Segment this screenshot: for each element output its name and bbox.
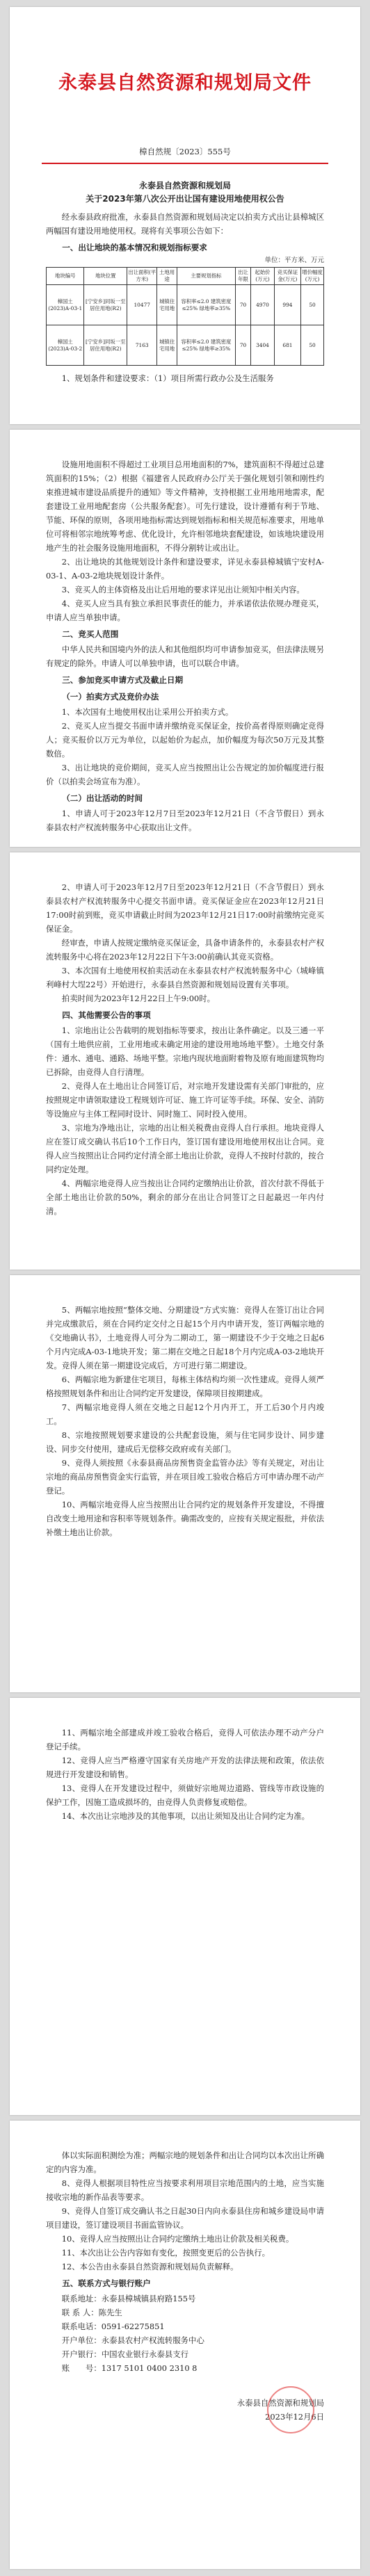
body-paragraph: 体以实际面积测绘为准；两幅宗地的规划条件和出让合同均以本次出让所确定的内容为准。 (46, 2150, 324, 2174)
contact-line: 账 号：1317 5101 0400 2310 8 (61, 2363, 198, 2373)
table-cell: 994 (274, 285, 300, 325)
body-paragraph: 9、竞得人须按照《永泰县商品房预售资金监管办法》等有关规定，对出让宗地的商品房预售资金实行监管，并在项目竣工验收合格后方可申请办理不动产登记。 (46, 1458, 324, 1496)
body-paragraph: 7、两幅宗地竞得人须在交地之日起12个月内开工，开工后30个月内竣工。 (46, 1402, 324, 1426)
table-cell: 容积率≤2.0 建筑密度≤25% 绿地率≥35% (177, 285, 235, 325)
body-paragraph: 3、出让地块的竞价期间，竞买人应当按照出让公告规定的加价幅度进行报价（以拍卖会场宣布为准）。 (46, 763, 324, 786)
table-cell: 城镇住宅用地 (157, 325, 177, 366)
body-paragraph: 6、两幅宗地为新建住宅项目，每栋主体结构均须一次性建成。竞得人须严格按照规划条件和出让合同约定开发建设，保障项目按期建成。 (46, 1375, 324, 1398)
body-paragraph: 10、两幅宗地竞得人应当按照出让合同约定的规划条件开发建设，不得擅自改变土地用途和容积率等规划条件。确需改变的，应按有关规定报批，并依法补缴土地出让价款。 (46, 1500, 324, 1537)
subsection-heading: （一）拍卖方式及竞价办法 (62, 692, 159, 702)
table-header-cell: 增价幅度(万元) (301, 268, 324, 285)
document-page-4 (10, 1275, 360, 1692)
table-header-cell: 地块位置 (84, 268, 127, 285)
body-paragraph: 4、竞买人应当具有独立承担民事责任的能力，并承诺依法依规办理竞买，申请人应当单独申请。 (46, 599, 324, 622)
table-cell: 70 (235, 325, 250, 366)
body-paragraph: 拍卖时间为2023年12月22日上午9:00时。 (61, 994, 216, 1003)
section-heading: 三、参加竞买申请方式及截止日期 (62, 675, 184, 685)
contact-line: 联 系 人：陈先生 (61, 2308, 122, 2317)
body-paragraph: 1、申请人可于2023年12月7日至2023年12月21日（不含节假日）到永泰县农村产权流转服务中心获取出让文件。 (46, 809, 324, 832)
body-paragraph: 2、申请人可于2023年12月7日至2023年12月21日（不含节假日）到永泰县农村产权流转服务中心提交书面申请。竞买保证金应在2023年12月21日17:00时前到账，竞买申请截止时间为2023年12月21日17:00时前缴纳完竞买保证金。 (46, 882, 324, 934)
section-heading: 一、出让地块的基本情况和规划指标要求 (62, 243, 207, 252)
body-paragraph: 2、出让地块的其他规划设计条件和建设要求，详见永泰县樟城镇宁安村A-03-1、A-03-2地块规划设计条件。 (46, 557, 324, 581)
body-paragraph: 9、竞得人自签订成交确认书之日起30日内向永泰县住房和城乡建设局申请项目建设，签订建设项目书面监管协议。 (46, 2206, 324, 2230)
body-paragraph: 4、两幅宗地竞得人应当按出让合同约定缴纳出让价款，首次付款不得低于全部土地出让价款的50%，剩余的部分在出让合同签订之日起最迟一年内付清。 (46, 1178, 324, 1216)
body-paragraph: 设施用地面积不得超过工业项目总用地面积的7%，建筑面积不得超过总建筑面积的15%；（2）根据《福建省人民政府办公厅关于强化规划引领和刚性约束推进城市建设品质提升的通知》等文件精神，支持根据工业用地用地需求，配套建设工业用地配套房（公共服务配套）。可先行建设，设计遵循有利于节地、节能、环保的原则，各项用地指标需达到规划指标和相关规范标准要求，用地单位可将相邻宗地统筹考虑、优化设计，允许相邻地块套配建设，如该地块建设用地产生的社会服务设施用地面积，不得分割转让或出让。 (46, 460, 324, 553)
table-header-cell: 土地用途 (157, 268, 177, 285)
red-divider-line (42, 163, 328, 164)
table-cell: 50 (301, 325, 324, 366)
body-paragraph: 12、本公告由永泰县自然资源和规划局负责解释。 (61, 2262, 239, 2271)
document-page-6 (10, 2121, 360, 2569)
section-heading: 四、其他需要公告的事项 (62, 1010, 151, 1020)
signature-org: 永泰县自然资源和规划局 (236, 2398, 324, 2408)
notice-title: 关于2023年第八次公开出让国有建设用地使用权公告 (86, 194, 284, 204)
section-heading: 五、联系方式与银行账户 (62, 2278, 151, 2288)
contact-line: 联系地址：永泰县樟城镇县府路155号 (61, 2294, 196, 2303)
body-paragraph: 5、两幅宗地按照“整体交地、分期建设”方式实施：竞得人在签订出让合同并完成缴款后，须在合同约定交付之日起15个月内申请开发，签订两幅宗地的《交地确认书》，土地竞得人可分为二期动工，第一期建设不少于交地之日起6个月内完成A-03-1地块开发；第二期在交地之日起18个月内完成A-03-2地块开发。竞得人须在第一期建设完成后，方可进行第二期建设。 (46, 1305, 324, 1370)
notice-intro: 经永泰县政府批准，永泰县自然资源和规划局决定以拍卖方式出让县樟城区两幅国有建设用地使用权。现将有关事项公告如下： (46, 212, 324, 236)
table-cell: 70 (235, 285, 250, 325)
table-cell: 3404 (251, 325, 275, 366)
body-paragraph: 2、竞得人在土地出让合同签订后，对宗地开发建设需有关部门审批的，应按照规定申请领取建设工程规划许可证、施工许可证等手续。环保、安全、消防等设施应与主体工程同时设计、同时施工、同时投入使用。 (46, 1081, 324, 1119)
body-paragraph: 3、竞买人的主体资格及出让后用地的要求详见出让须知中相关内容。 (61, 585, 305, 594)
body-paragraph: 13、竞得人在开发建设过程中，须做好宗地周边道路、管线等市政设施的保护工作，因施工造成损坏的，由竞得人负责修复或赔偿。 (46, 1783, 324, 1807)
body-paragraph: 1、本次国有土地使用权出让采用公开拍卖方式。 (61, 707, 234, 717)
document-number: 樟自然规〔2023〕555号 (139, 147, 231, 156)
table-header-cell: 出让面积(平方米) (127, 268, 157, 285)
document-page-3 (10, 852, 360, 1270)
table-cell: 50 (301, 285, 324, 325)
contact-line: 开户银行：中国农业银行永泰县支行 (61, 2349, 189, 2359)
document-header-title: 永泰县自然资源和规划局文件 (58, 72, 312, 94)
body-paragraph: 11、本次出让公告内容如有变化，按照变更后的公告执行。 (61, 2248, 271, 2258)
body-paragraph: 2、竞买人应当提交书面申请并缴纳竞买保证金，按价高者得原则确定竞得人；竞买报价以万元为单位，以起始价为起点，加价幅度为每次50万元及其整数倍。 (46, 721, 324, 759)
body-paragraph: 12、竞得人应当严格遵守国家有关房地产开发的法律法规和政策，依法依规进行开发建设和销售。 (46, 1756, 324, 1779)
table-header-cell: 出让年限 (235, 268, 250, 285)
body-paragraph: 1、规划条件和建设要求：（1）项目所需行政办公及生活服务 (61, 373, 274, 383)
table-cell: [宁安乡]同坂一至居住用地(R2) (84, 325, 127, 366)
body-paragraph: 8、宗地按照规划要求建设的公共配套设施，须与住宅同步设计、同步建设、同步交付使用，建成后无偿移交政府或有关部门。 (46, 1430, 324, 1454)
table-header-cell: 竞买保证金(万元) (274, 268, 300, 285)
table-cell: 7163 (127, 325, 157, 366)
table-cell: 城镇住宅用地 (157, 285, 177, 325)
contact-line: 联系电话：0591-62275851 (61, 2322, 165, 2331)
table-header-cell: 主要规划指标 (177, 268, 235, 285)
land-parcel-table (46, 267, 324, 366)
table-header-cell: 起始价(万元) (251, 268, 275, 285)
document-page-2 (10, 430, 360, 847)
table-cell: [宁安乡]同坂一至居住用地(R2) (84, 285, 127, 325)
subsection-heading: （二）出让活动的时间 (62, 793, 143, 803)
document-page-5 (10, 1698, 360, 2115)
table-row (47, 285, 324, 325)
body-paragraph: 经审查，申请人按规定缴纳竞买保证金，具备申请条件的，永泰县农村产权流转服务中心将在2023年12月22日下午3:00前确认其竞买资格。 (46, 938, 324, 962)
body-paragraph: 中华人民共和国境内外的法人和其他组织均可申请参加竞买，但法律法规另有规定的除外。申请人可以单独申请，也可以联合申请。 (46, 645, 324, 668)
notice-issuer: 永泰县自然资源和规划局 (138, 181, 231, 191)
table-unit: 单位：平方米、万元 (264, 257, 324, 264)
body-paragraph: 1、宗地出让公告载明的规划指标等要求，按出让条件确定。以及三通一平（国有土地供应前，工业用地或未确定用途的建设用地场地平整）。土地交付条件：通水、通电、通路、场地平整。宗地内现状地面附着物及原有地面建筑物均已拆除，由竞得人自行清理。 (46, 1026, 324, 1077)
table-cell: 樟国土(2023)A-03-1 (47, 285, 84, 325)
document-page-1 (10, 7, 360, 424)
table-header-row (47, 268, 324, 285)
body-paragraph: 8、竞得人根据项目特性应当按要求利用项目宗地范围内的土地，应当实施接收宗地的新作品表等要求。 (46, 2178, 324, 2202)
body-paragraph: 10、竞得人应当按照出让合同约定缴纳土地出让价款及相关税费。 (61, 2234, 294, 2244)
table-cell: 容积率≤2.0 建筑密度≤25% 绿地率≥35% (177, 325, 235, 366)
body-paragraph: 3、宗地为净地出让，宗地的出让相关税费由竞得人自行承担。地块竞得人应在签订成交确认书后10个工作日内，签订国有建设用地使用权出让合同。竞得人应当按照出让合同约定付清全部土地出让价款，竞得人不按时付款的，按合同约定处理。 (46, 1123, 324, 1174)
signature-date: 2023年12月6日 (265, 2412, 324, 2422)
body-paragraph: 11、两幅宗地全部建成并竣工验收合格后，竞得人可依法办理不动产分户登记手续。 (46, 1728, 324, 1751)
table-cell: 4970 (251, 285, 275, 325)
contact-line: 开户单位：永泰县农村产权流转服务中心 (61, 2335, 204, 2345)
section-heading: 二、竞买人范围 (62, 629, 119, 639)
table-row (47, 325, 324, 366)
body-paragraph: 14、本次出让宗地涉及的其他事项，以出让须知及出让合同约定为准。 (61, 1811, 310, 1821)
table-cell: 樟国土(2023)A-03-2 (47, 325, 84, 366)
table-cell: 681 (274, 325, 300, 366)
body-paragraph: 3、本次国有土地使用权拍卖活动在永泰县农村产权流转服务中心（城峰镇利峰村大埕22号）开始进行，永泰县自然资源和规划局设置有关事项。 (46, 966, 324, 989)
table-header-cell: 地块编号 (47, 268, 84, 285)
table-cell: 10477 (127, 285, 157, 325)
official-seal-icon (267, 2386, 314, 2433)
